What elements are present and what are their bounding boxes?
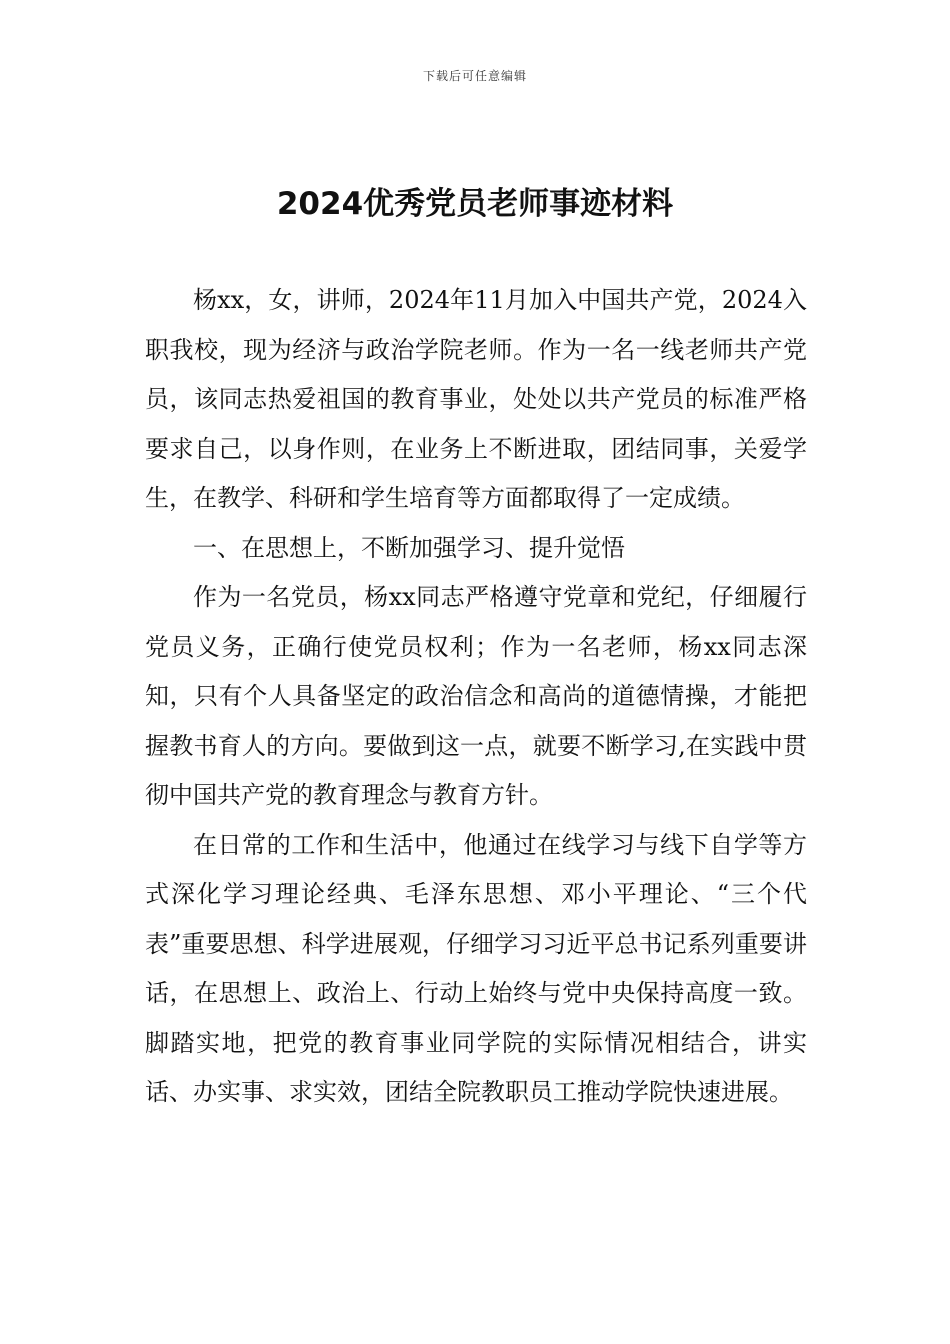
header-note: 下载后可任意编辑 (422, 69, 527, 83)
document-body (145, 276, 807, 1118)
section-heading-1: 一、在思想上，不断加强学习、提升觉悟 (193, 533, 625, 562)
document-title: 2024优秀党员老师事迹材料 (276, 186, 674, 222)
paragraph-party-member: 作为一名党员，杨xx同志严格遵守党章和党纪，仔细履行党员义务，正确行使党员权利；作为一名老师，杨xx同志深知，只有个人具备坚定的政治信念和高尚的道德情操，才能把握教书育人的方向。要做到这一点，就要不断学习,在实践中贯彻中国共产党的教育理念与教育方针。 (145, 583, 807, 809)
paragraph-intro: 杨xx，女，讲师，2024年11月加入中国共产党，2024入职我校，现为经济与政治学院老师。作为一名一线老师共产党员，该同志热爱祖国的教育事业，处处以共产党员的标准严格要求自己，以身作则，在业务上不断进取，团结同事，关爱学生，在教学、科研和学生培育等方面都取得了一定成绩。 (145, 286, 807, 512)
paragraph-daily-study: 在日常的工作和生活中，他通过在线学习与线下自学等方式深化学习理论经典、毛泽东思想、邓小平理论、“三个代表”重要思想、科学进展观，仔细学习习近平总书记系列重要讲话，在思想上、政治上、行动上始终与党中央保持高度一致。脚踏实地，把党的教育事业同学院的实际情况相结合，讲实话、办实事、求实效，团结全院教职员工推动学院快速进展。 (145, 830, 807, 1106)
